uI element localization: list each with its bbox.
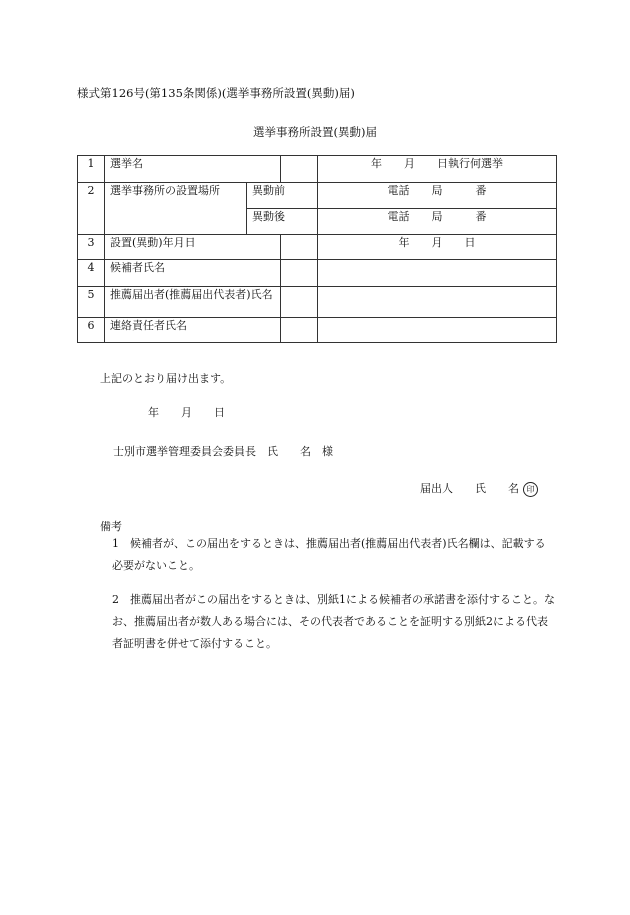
table-row <box>78 260 557 287</box>
remark-text: 推薦届出者がこの届出をするときは、別紙1による候補者の承諾書を添付すること。なお、推薦届出者が数人ある場合には、その代表者であることを証明する別紙2による代表者証明書を併せて添付すること。 <box>112 593 555 650</box>
addressee-line: 士別市選挙管理委員会委員長 氏 名 様 <box>113 445 333 458</box>
row-value[interactable] <box>318 260 557 287</box>
remark-item <box>112 589 555 655</box>
row-number: 6 <box>78 318 105 343</box>
document-title: 選挙事務所設置(異動)届 <box>253 125 377 139</box>
row-number: 3 <box>78 235 105 260</box>
submitter-line <box>420 480 538 497</box>
sub-label-after: 異動後 <box>247 209 318 235</box>
form-number: 様式第126号(第135条関係)(選挙事務所設置(異動)届) <box>77 86 355 100</box>
row-label: 選挙事務所の設置場所 <box>105 183 247 235</box>
sub-label-before: 異動前 <box>247 183 318 209</box>
date-line: 年 月 日 <box>148 406 225 419</box>
submitter-label: 届出人 氏 名 <box>420 482 519 495</box>
table-row <box>78 183 557 209</box>
blank-cell <box>281 235 318 260</box>
blank-cell <box>281 318 318 343</box>
row-value[interactable] <box>318 318 557 343</box>
row-value[interactable]: 年 月 日執行何選挙 <box>318 156 557 183</box>
row-number: 4 <box>78 260 105 287</box>
table-row <box>78 235 557 260</box>
row-number: 2 <box>78 183 105 235</box>
row-label: 選挙名 <box>105 156 281 183</box>
row-label: 推薦届出者(推薦届出代表者)氏名 <box>105 287 281 318</box>
phone-before-value[interactable]: 電話 局 番 <box>318 183 557 209</box>
row-label: 候補者氏名 <box>105 260 281 287</box>
remark-text: 候補者が、この届出をするときは、推薦届出者(推薦届出代表者)氏名欄は、記載する必要がないこと。 <box>112 537 546 572</box>
blank-cell <box>281 287 318 318</box>
table-row <box>78 287 557 318</box>
row-label: 連絡責任者氏名 <box>105 318 281 343</box>
remark-item <box>112 533 555 577</box>
remark-number: 2 <box>112 593 119 606</box>
row-number: 1 <box>78 156 105 183</box>
remarks-heading: 備考 <box>100 520 122 533</box>
row-value[interactable] <box>318 287 557 318</box>
row-label: 設置(異動)年月日 <box>105 235 281 260</box>
table-row <box>78 318 557 343</box>
form-table <box>77 155 557 343</box>
table-row <box>78 156 557 183</box>
remark-number: 1 <box>112 537 119 550</box>
blank-cell <box>281 260 318 287</box>
row-value[interactable]: 年 月 日 <box>318 235 557 260</box>
statement-text: 上記のとおり届け出ます。 <box>100 372 232 385</box>
seal-mark: 印 <box>523 482 538 497</box>
row-number: 5 <box>78 287 105 318</box>
blank-cell <box>281 156 318 183</box>
phone-after-value[interactable]: 電話 局 番 <box>318 209 557 235</box>
